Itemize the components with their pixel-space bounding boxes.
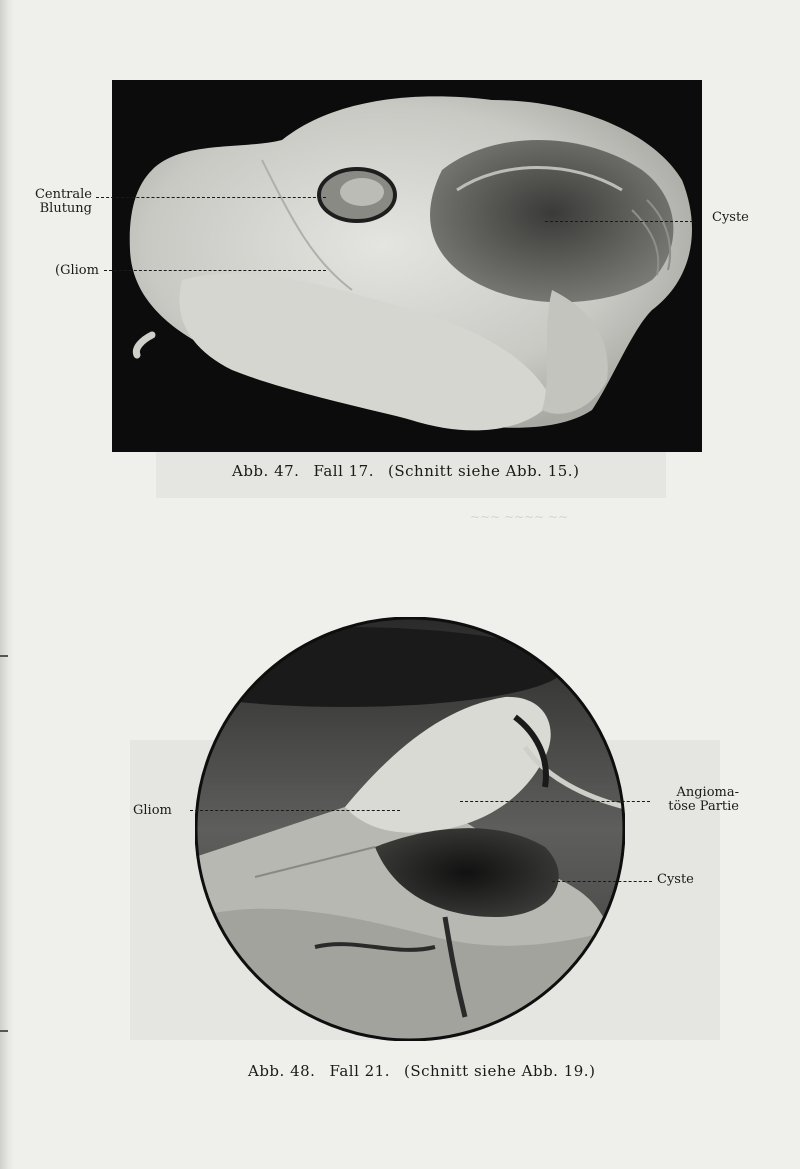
label-partie-line2: töse Partie [668,799,739,814]
label-cyste-48: Cyste [657,872,694,887]
label-blutung-line2: Blutung [39,201,92,216]
leader-line-centrale-blutung [96,197,326,198]
page-binding-edge [0,0,14,1169]
caption-47-case: Fall 17. [313,462,374,480]
label-centrale-blutung [32,188,92,216]
leader-line-gliom-47 [104,270,326,271]
figure-47-photo [112,80,702,452]
leader-line-cyste-48 [552,881,652,882]
label-cyste-47: Cyste [712,210,749,225]
label-angioma-line1: Angioma- [676,785,739,800]
figure-48-photo [195,617,625,1041]
binding-mark [0,655,8,657]
label-gliom-47: (Gliom [55,263,99,278]
label-angiomatoese-partie [653,786,739,814]
leader-line-cyste-47 [545,221,693,222]
caption-figure-48 [248,1062,595,1080]
cerebellum-specimen-illustration [195,617,625,1041]
label-centrale-line1: Centrale [34,187,92,202]
caption-48-reference: (Schnitt siehe Abb. 19.) [404,1062,596,1080]
caption-47-reference: (Schnitt siehe Abb. 15.) [388,462,580,480]
leader-line-gliom-48 [190,810,400,811]
caption-48-case: Fall 21. [329,1062,390,1080]
brain-specimen-illustration [112,80,702,452]
label-gliom-48: Gliom [133,803,172,818]
caption-47-number: Abb. 47. [232,462,300,480]
binding-mark [0,1030,8,1032]
show-through-text: ~~~ ~~~~ ~~ [470,510,569,524]
leader-line-angiomatoese-partie [460,801,650,802]
caption-48-number: Abb. 48. [248,1062,316,1080]
caption-figure-47 [232,462,579,480]
